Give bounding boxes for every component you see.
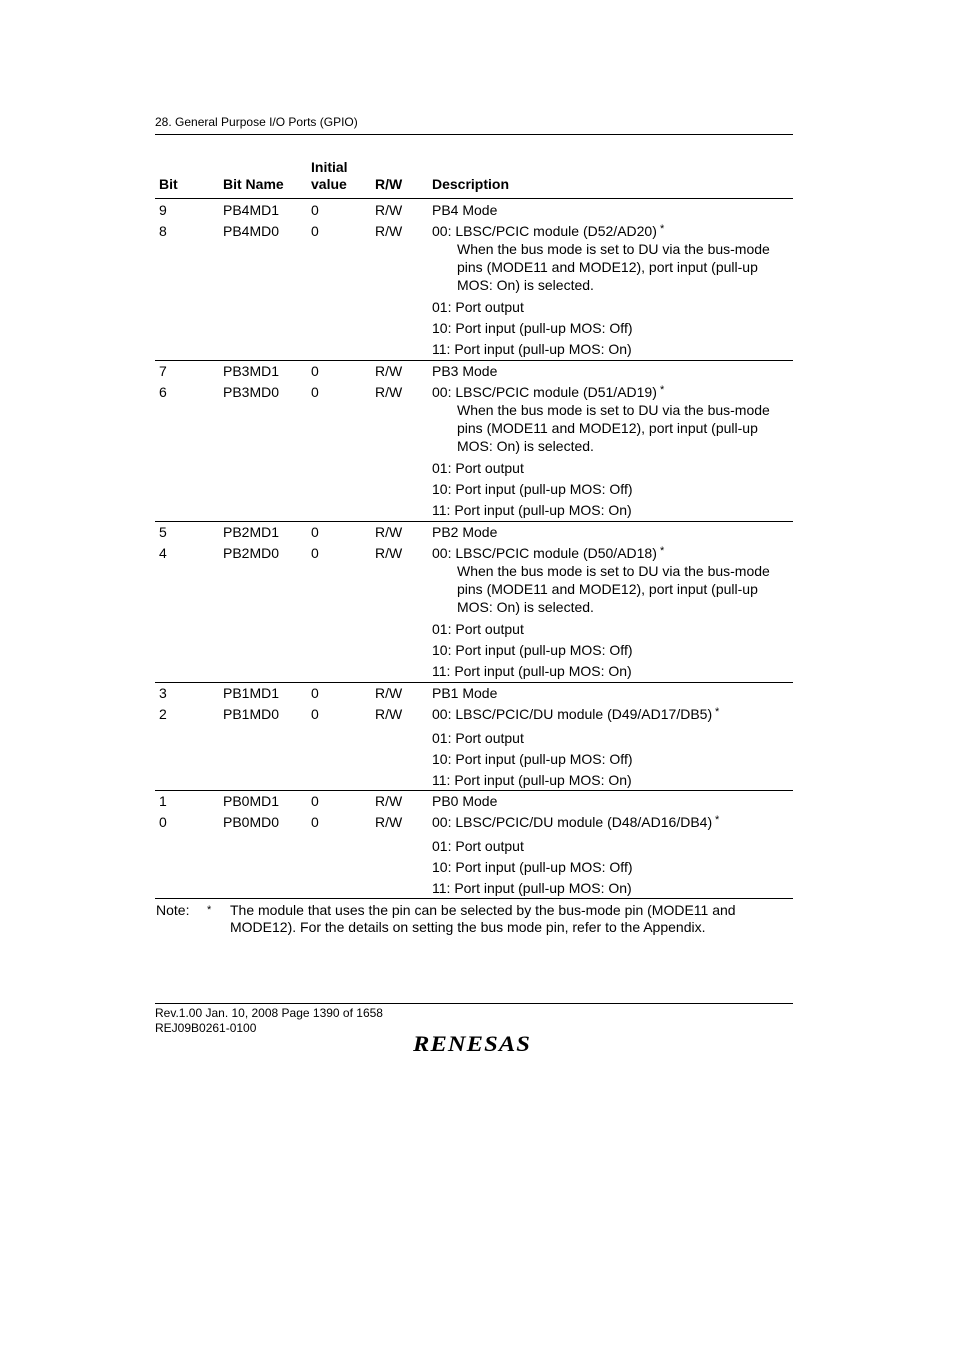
- footnote-marker: *: [660, 384, 665, 396]
- field-title: PB1 Mode: [432, 685, 498, 701]
- field-title: PB4 Mode: [432, 202, 498, 218]
- option-00: 00: LBSC/PCIC module (D52/AD20): [432, 223, 657, 239]
- bit-name-cell: PB4MD0: [223, 223, 280, 239]
- note-line-2: MODE12). For the details on setting the bus mode pin, refer to the Appendix.: [230, 919, 706, 935]
- initial-value-cell: 0: [311, 524, 319, 540]
- option-line: 10: Port input (pull-up MOS: Off): [432, 751, 633, 767]
- rw-cell: R/W: [375, 363, 403, 379]
- col-header-bit-name: Bit Name: [223, 176, 284, 192]
- note-marker: *: [207, 904, 212, 916]
- rw-cell: R/W: [375, 223, 403, 239]
- option-00-detail-line: When the bus mode is set to DU via the bus-mode: [457, 563, 770, 579]
- col-header-description: Description: [432, 176, 510, 192]
- field-title: PB3 Mode: [432, 363, 498, 379]
- option-00: 00: LBSC/PCIC module (D51/AD19): [432, 384, 657, 400]
- option-00-detail-line: MOS: On) is selected.: [457, 438, 594, 454]
- option-00: 00: LBSC/PCIC/DU module (D48/AD16/DB4): [432, 814, 713, 830]
- col-header-bit: Bit: [159, 176, 178, 192]
- option-line: 11: Port input (pull-up MOS: On): [432, 341, 632, 357]
- col-header-initial: Initial: [311, 159, 348, 175]
- footer-rule: [155, 1003, 793, 1004]
- option-00: 00: LBSC/PCIC/DU module (D49/AD17/DB5): [432, 706, 713, 722]
- initial-value-cell: 0: [311, 202, 319, 218]
- footer-doc-number: REJ09B0261-0100: [155, 1021, 257, 1035]
- bit-cell: 3: [159, 685, 167, 701]
- initial-value-cell: 0: [311, 363, 319, 379]
- bit-cell: 1: [159, 793, 167, 809]
- option-line: 10: Port input (pull-up MOS: Off): [432, 642, 633, 658]
- bit-cell: 7: [159, 363, 167, 379]
- initial-value-cell: 0: [311, 384, 319, 400]
- option-line: 01: Port output: [432, 460, 524, 476]
- option-00-detail-line: pins (MODE11 and MODE12), port input (pull-up: [457, 259, 758, 275]
- initial-value-cell: 0: [311, 223, 319, 239]
- bit-name-cell: PB1MD0: [223, 706, 280, 722]
- bit-cell: 9: [159, 202, 167, 218]
- col-header-rw: R/W: [375, 176, 403, 192]
- initial-value-cell: 0: [311, 706, 319, 722]
- group-divider: [155, 360, 793, 361]
- option-00-detail-line: When the bus mode is set to DU via the bus-mode: [457, 241, 770, 257]
- group-divider: [155, 682, 793, 683]
- field-title: PB2 Mode: [432, 524, 498, 540]
- option-line: 01: Port output: [432, 730, 524, 746]
- option-00-detail-line: MOS: On) is selected.: [457, 277, 594, 293]
- bit-name-cell: PB3MD1: [223, 363, 280, 379]
- svg-text:RENESAS: RENESAS: [413, 1033, 531, 1055]
- option-line: 10: Port input (pull-up MOS: Off): [432, 859, 633, 875]
- group-divider: [155, 898, 793, 899]
- rw-cell: R/W: [375, 202, 403, 218]
- bit-cell: 5: [159, 524, 167, 540]
- bit-name-cell: PB3MD0: [223, 384, 280, 400]
- option-line: 01: Port output: [432, 838, 524, 854]
- option-line: 10: Port input (pull-up MOS: Off): [432, 320, 633, 336]
- group-divider: [155, 521, 793, 522]
- group-divider: [155, 790, 793, 791]
- bit-name-cell: PB0MD1: [223, 793, 280, 809]
- bit-name-cell: PB1MD1: [223, 685, 280, 701]
- initial-value-cell: 0: [311, 545, 319, 561]
- renesas-logo: [413, 1033, 533, 1060]
- bit-name-cell: PB2MD1: [223, 524, 280, 540]
- initial-value-cell: 0: [311, 814, 319, 830]
- option-line: 01: Port output: [432, 299, 524, 315]
- option-line: 01: Port output: [432, 621, 524, 637]
- option-line: 11: Port input (pull-up MOS: On): [432, 772, 632, 788]
- rw-cell: R/W: [375, 524, 403, 540]
- rw-cell: R/W: [375, 706, 403, 722]
- option-line: 10: Port input (pull-up MOS: Off): [432, 481, 633, 497]
- rw-cell: R/W: [375, 685, 403, 701]
- bit-name-cell: PB2MD0: [223, 545, 280, 561]
- bit-name-cell: PB0MD0: [223, 814, 280, 830]
- bit-cell: 6: [159, 384, 167, 400]
- table-header-rule: [155, 198, 793, 199]
- initial-value-cell: 0: [311, 685, 319, 701]
- footnote-marker: *: [715, 814, 720, 826]
- rw-cell: R/W: [375, 545, 403, 561]
- bit-cell: 4: [159, 545, 167, 561]
- footnote-marker: *: [660, 223, 665, 235]
- footnote-marker: *: [715, 706, 720, 718]
- option-line: 11: Port input (pull-up MOS: On): [432, 663, 632, 679]
- bit-cell: 0: [159, 814, 167, 830]
- option-line: 11: Port input (pull-up MOS: On): [432, 880, 632, 896]
- col-header-value: value: [311, 176, 347, 192]
- option-00-detail-line: pins (MODE11 and MODE12), port input (pull-up: [457, 420, 758, 436]
- rw-cell: R/W: [375, 793, 403, 809]
- bit-cell: 8: [159, 223, 167, 239]
- note-label: Note:: [156, 902, 190, 918]
- option-line: 11: Port input (pull-up MOS: On): [432, 502, 632, 518]
- option-00: 00: LBSC/PCIC module (D50/AD18): [432, 545, 657, 561]
- footer-revision: Rev.1.00 Jan. 10, 2008 Page 1390 of 1658: [155, 1006, 383, 1020]
- option-00-detail-line: pins (MODE11 and MODE12), port input (pull-up: [457, 581, 758, 597]
- option-00-detail-line: MOS: On) is selected.: [457, 599, 594, 615]
- rw-cell: R/W: [375, 814, 403, 830]
- header-rule: [155, 134, 793, 135]
- running-header: 28. General Purpose I/O Ports (GPIO): [155, 115, 358, 129]
- initial-value-cell: 0: [311, 793, 319, 809]
- bit-name-cell: PB4MD1: [223, 202, 280, 218]
- rw-cell: R/W: [375, 384, 403, 400]
- option-00-detail-line: When the bus mode is set to DU via the bus-mode: [457, 402, 770, 418]
- field-title: PB0 Mode: [432, 793, 498, 809]
- bit-cell: 2: [159, 706, 167, 722]
- footnote-marker: *: [660, 545, 665, 557]
- note-line-1: The module that uses the pin can be selected by the bus-mode pin (MODE11 and: [230, 902, 736, 918]
